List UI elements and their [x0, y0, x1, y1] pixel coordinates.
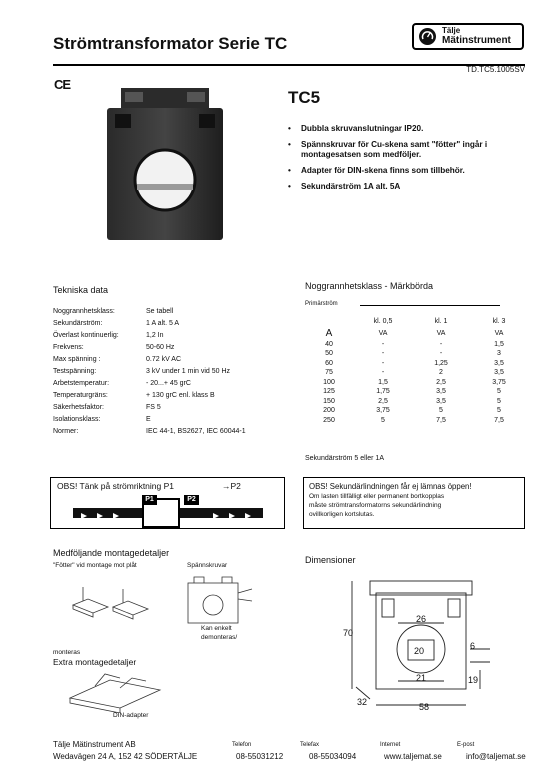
feet-label: "Fötter" vid montage mot plåt	[53, 562, 137, 569]
table-row: 200 3,75 5 5	[323, 407, 501, 415]
table-row: Sekundärström: 1 A alt. 5 A	[53, 319, 180, 327]
polarity-text: OBS! Tänk på strömriktning P1	[57, 481, 175, 491]
feature-item: • Adapter för DIN-skena finns som tillbehör.	[287, 166, 537, 176]
table-row: 75 - 2 3,5	[325, 369, 504, 377]
table-row: Testspänning: 3 kV under 1 min vid 50 Hz	[53, 367, 231, 375]
dim-26: 26	[416, 614, 427, 624]
dim-19: 19	[468, 675, 479, 685]
tech-heading: Tekniska data	[53, 285, 109, 295]
warning-line: Om lasten tillfälligt eller permanent bortkopplas	[309, 493, 445, 500]
dim-58: 58	[419, 702, 430, 712]
table-row: Säkerhetsfaktor: FS 5	[53, 403, 161, 411]
feature-list	[287, 124, 537, 198]
dim-21: 21	[416, 673, 427, 683]
secondary-current-note: Sekundärström 5 eller 1A	[305, 455, 384, 462]
p2-label: P2	[184, 495, 199, 505]
extra-heading: Extra montagedetaljer	[53, 657, 137, 667]
footer-company: Tälje Mätinstrument AB	[53, 740, 136, 749]
screws-label: Spännskruvar	[187, 562, 228, 569]
table-row: Överlast kontinuerlig: 1,2 In	[53, 331, 164, 339]
page-title: Strömtransformator Serie TC	[53, 34, 288, 53]
feature-item: • Sekundärström 1A alt. 5A	[287, 182, 537, 192]
dim-6: 6	[470, 641, 476, 651]
table-row: 40 - - 1,5	[325, 340, 504, 348]
footer-phone: 08-55031212	[236, 752, 284, 761]
polarity-box	[50, 477, 285, 529]
tech-table	[53, 305, 246, 437]
dim-70: 70	[343, 628, 354, 638]
accuracy-table	[304, 317, 528, 425]
accuracy-heading: Noggrannhetsklass - Märkbörda	[305, 281, 434, 291]
logo-line1: Tälje	[442, 26, 461, 35]
dim-32: 32	[357, 697, 368, 707]
logo-gauge-icon	[419, 28, 436, 45]
removable-text: Kan enkelt	[201, 625, 232, 632]
table-row: Frekvens: 50-60 Hz	[53, 343, 175, 351]
feet-illustration	[53, 575, 163, 625]
table-row: A VA VA VA	[325, 327, 504, 339]
footer-address: Wedavägen 24 A, 152 42 SÖDERTÄLJE	[53, 752, 198, 761]
feature-item: • Spännskruvar för Cu-skena samt "fötter" ingår i montagesatsen som medföljer.	[287, 140, 537, 160]
mounting-heading: Medföljande montagedetaljer	[53, 548, 170, 558]
product-photo	[107, 88, 223, 240]
dim-20: 20	[414, 646, 425, 656]
table-row: Temperaturgräns: + 130 grC enl. klass B	[53, 391, 215, 399]
footer-web-label: Internet	[380, 742, 401, 748]
footer-web-link[interactable]: www.taljemat.se	[384, 752, 442, 761]
table-row: Max spänning : 0.72 kV AC	[53, 355, 182, 363]
table-row: 100 1,5 2,5 3,75	[323, 378, 506, 386]
monteras-text: monteras	[53, 649, 81, 656]
footer-fax-label: Telefax	[300, 742, 320, 748]
warning-box	[303, 477, 525, 529]
document-reference: TD.TC5.1005SV	[466, 65, 525, 74]
ce-mark: CE	[54, 77, 71, 92]
din-adapter-label: DIN-adapter	[113, 712, 149, 719]
warning-line: måste strömtransformatorns sekundärlindning	[309, 502, 442, 509]
removable-text: demonteras/	[201, 634, 238, 641]
footer-fax: 08-55034094	[309, 752, 357, 761]
table-row: 50 - - 3	[325, 350, 501, 358]
logo-line2: Mätinstrument	[442, 35, 511, 46]
table-row: Isolationsklass: E	[53, 415, 151, 423]
warning-line: ovillkorligen kortslutas.	[309, 511, 375, 518]
accuracy-rule	[360, 305, 500, 306]
p1-label: P1	[142, 495, 157, 505]
table-row: 125 1,75 3,5 5	[323, 388, 501, 396]
polarity-arrow-label: →P2	[222, 481, 241, 491]
feature-item: • Dubbla skruvanslutningar IP20.	[287, 124, 537, 134]
table-row: Arbetstemperatur: - 20...+ 45 grC	[53, 379, 191, 387]
din-adapter-illustration	[60, 668, 175, 713]
screws-illustration	[180, 573, 270, 633]
table-row: 150 2,5 3,5 5	[323, 397, 501, 405]
footer-email-label: E-post	[457, 742, 475, 748]
company-logo	[412, 23, 524, 50]
primary-current-label: Primärström	[305, 301, 338, 307]
header-rule	[53, 64, 525, 66]
table-row: Noggrannhetsklass: Se tabell	[53, 307, 174, 315]
table-row: 250 5 7,5 7,5	[323, 416, 504, 424]
warning-title: OBS! Sekundärlindningen får ej lämnas öppen!	[309, 482, 472, 491]
footer-phone-label: Telefon	[232, 742, 252, 748]
table-row: kl. 0,5 kl. 1 kl. 3	[373, 318, 506, 326]
dimension-drawing	[330, 575, 525, 715]
model-name: TC5	[288, 88, 321, 107]
footer-email-link[interactable]: info@taljemat.se	[466, 752, 526, 761]
table-row: Normer: IEC 44-1, BS2627, IEC 60044-1	[53, 427, 246, 435]
table-row: 60 - 1,25 3,5	[325, 359, 504, 367]
dimensions-heading: Dimensioner	[305, 555, 356, 565]
